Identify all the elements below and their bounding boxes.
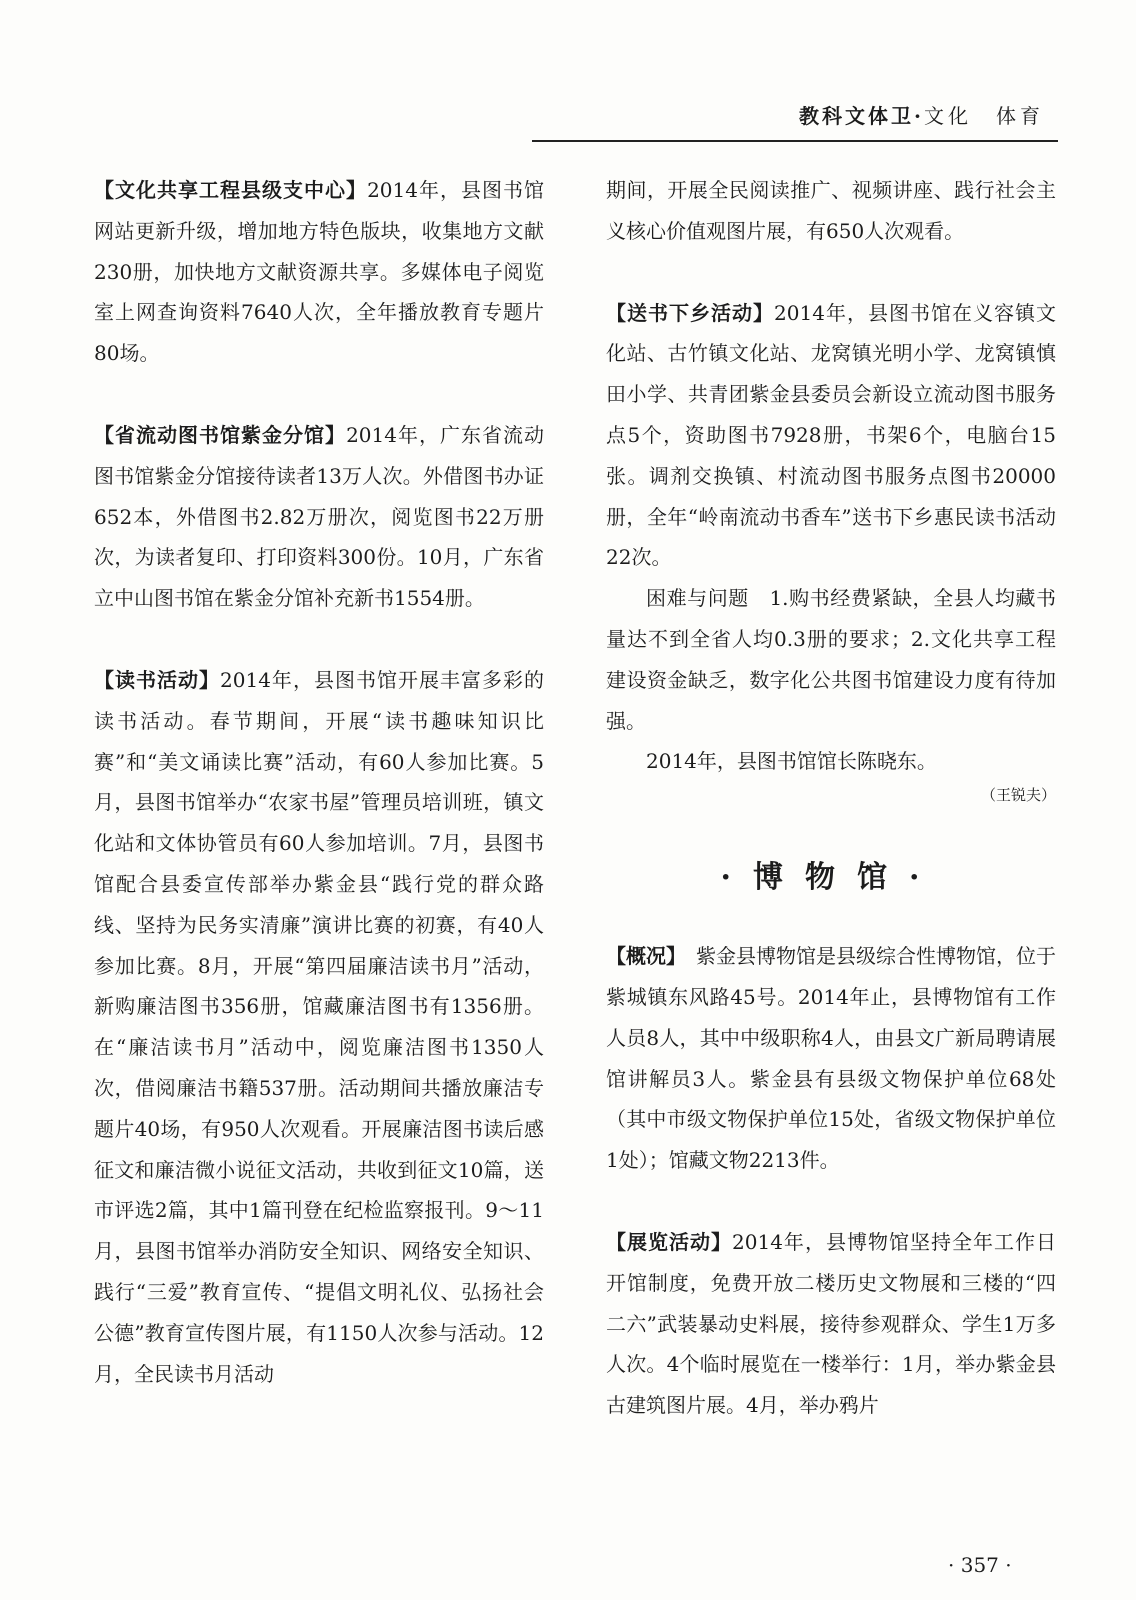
entry-body: 2014年，县图书馆在义容镇文化站、古竹镇文化站、龙窝镇光明小学、龙窝镇慎田小学、共青团紫金县委员会新设立流动图书服务点5个，资助图书7928册，书架6个，电脑台15张。调剂交换镇、村流动图书服务点图书20000册，全年“岭南流动书香车”送书下乡惠民读书活动22次。 (606, 300, 1056, 570)
header-dot: · (914, 104, 924, 128)
entry-reading-activities (94, 660, 544, 1394)
running-header (799, 100, 1044, 129)
page-number: · 357 · (948, 1553, 1012, 1577)
entry-heading: 【概况】 (606, 944, 676, 969)
entry-difficulties (606, 578, 1056, 741)
entry-books-to-countryside (606, 293, 1056, 579)
entry-continuation: 期间，开展全民阅读推广、视频讲座、践行社会主义核心价值观图片展，有650人次观看。 (606, 178, 1056, 243)
entry-body: 2014年，县博物馆坚持全年工作日开馆制度，免费开放二楼历史文物展和三楼的“四二六”武装暴动史料展，接待参观群众、学生1万多人次。4个临时展览在一楼举行：1月，举办紫金县古建筑图片展。4月，举办鸦片 (606, 1229, 1056, 1418)
entry-mobile-library (94, 415, 544, 619)
header-subtitle: 文化 体育 (924, 104, 1044, 128)
entry-body: 2014年，县图书馆开展丰富多彩的读书活动。春节期间，开展“读书趣味知识比赛”和“美文诵读比赛”活动，有60人参加比赛。5月，县图书馆举办“农家书屋”管理员培训班，镇文化站和文体协管员有60人参加培训。7月，县图书馆配合县委宣传部举办紫金县“践行党的群众路线、坚持为民务实清廉”演讲比赛的初赛，有40人参加比赛。8月，开展“第四届廉洁读书月”活动，新购廉洁图书356册，馆藏廉洁图书有1356册。在“廉洁读书月”活动中，阅览廉洁图书1350人次，借阅廉洁书籍537册。活动期间共播放廉洁专题片40场，有950人次观看。开展廉洁图书读后感征文和廉洁微小说征文活动，共收到征文10篇，送市评选2篇，其中1篇刊登在纪检监察报刊。9～11月，县图书馆举办消防安全知识、网络安全知识、践行“三爱”教育宣传、“提倡文明礼仪、弘扬社会公德”教育宣传图片展，有1150人次参与活动。12月，全民读书月活动 (94, 667, 544, 1386)
difficulties-heading: 困难与问题 (646, 586, 749, 611)
entry-heading: 【省流动图书馆紫金分馆】 (94, 422, 347, 447)
difficulties-body: 1.购书经费紧缺，全县人均藏书量达不到全省人均0.3册的要求；2.文化共享工程建设资金缺乏，数字化公共图书馆建设力度有待加强。 (606, 586, 1056, 733)
left-column (94, 170, 544, 1394)
header-rule (532, 140, 1058, 142)
entry-body: 2014年，县图书馆网站更新升级，增加地方特色版块，收集地方文献230册，加快地方文献资源共享。多媒体电子阅览室上网查询资料7640人次，全年播放教育专题片80场。 (94, 178, 545, 366)
entry-heading: 【展览活动】 (606, 1229, 733, 1254)
author-credit: （王锐夫） (980, 786, 1056, 805)
entry-heading: 【送书下乡活动】 (606, 300, 775, 325)
entry-body: 紫金县博物馆是县级综合性博物馆，位于紫城镇东风路45号。2014年止，县博物馆有工作人员8人，其中中级职称4人，由县文广新局聘请展馆讲解员3人。紫金县有县级文物保护单位68处（其中市级文物保护单位15处，省级文物保护单位1处）；馆藏文物2213件。 (606, 944, 1056, 1173)
entry-exhibitions (606, 1222, 1056, 1426)
entry-museum-overview (606, 936, 1056, 1181)
library-director-note: 2014年，县图书馆馆长陈晓东。 (646, 749, 937, 774)
right-column (606, 170, 1056, 1426)
entry-body: 2014年，广东省流动图书馆紫金分馆接待读者13万人次。外借图书办证652本，外借图书2.82万册次，阅览图书22万册次，为读者复印、打印资料300份。10月，广东省立中山图书馆在紫金分馆补充新书1554册。 (94, 422, 544, 611)
entry-heading: 【读书活动】 (94, 667, 221, 692)
entry-culture-sharing (94, 170, 544, 374)
entry-heading: 【文化共享工程县级支中心】 (94, 178, 368, 202)
section-title-museum: ·博物馆· (720, 860, 942, 896)
header-title: 教科文体卫 (799, 104, 915, 128)
